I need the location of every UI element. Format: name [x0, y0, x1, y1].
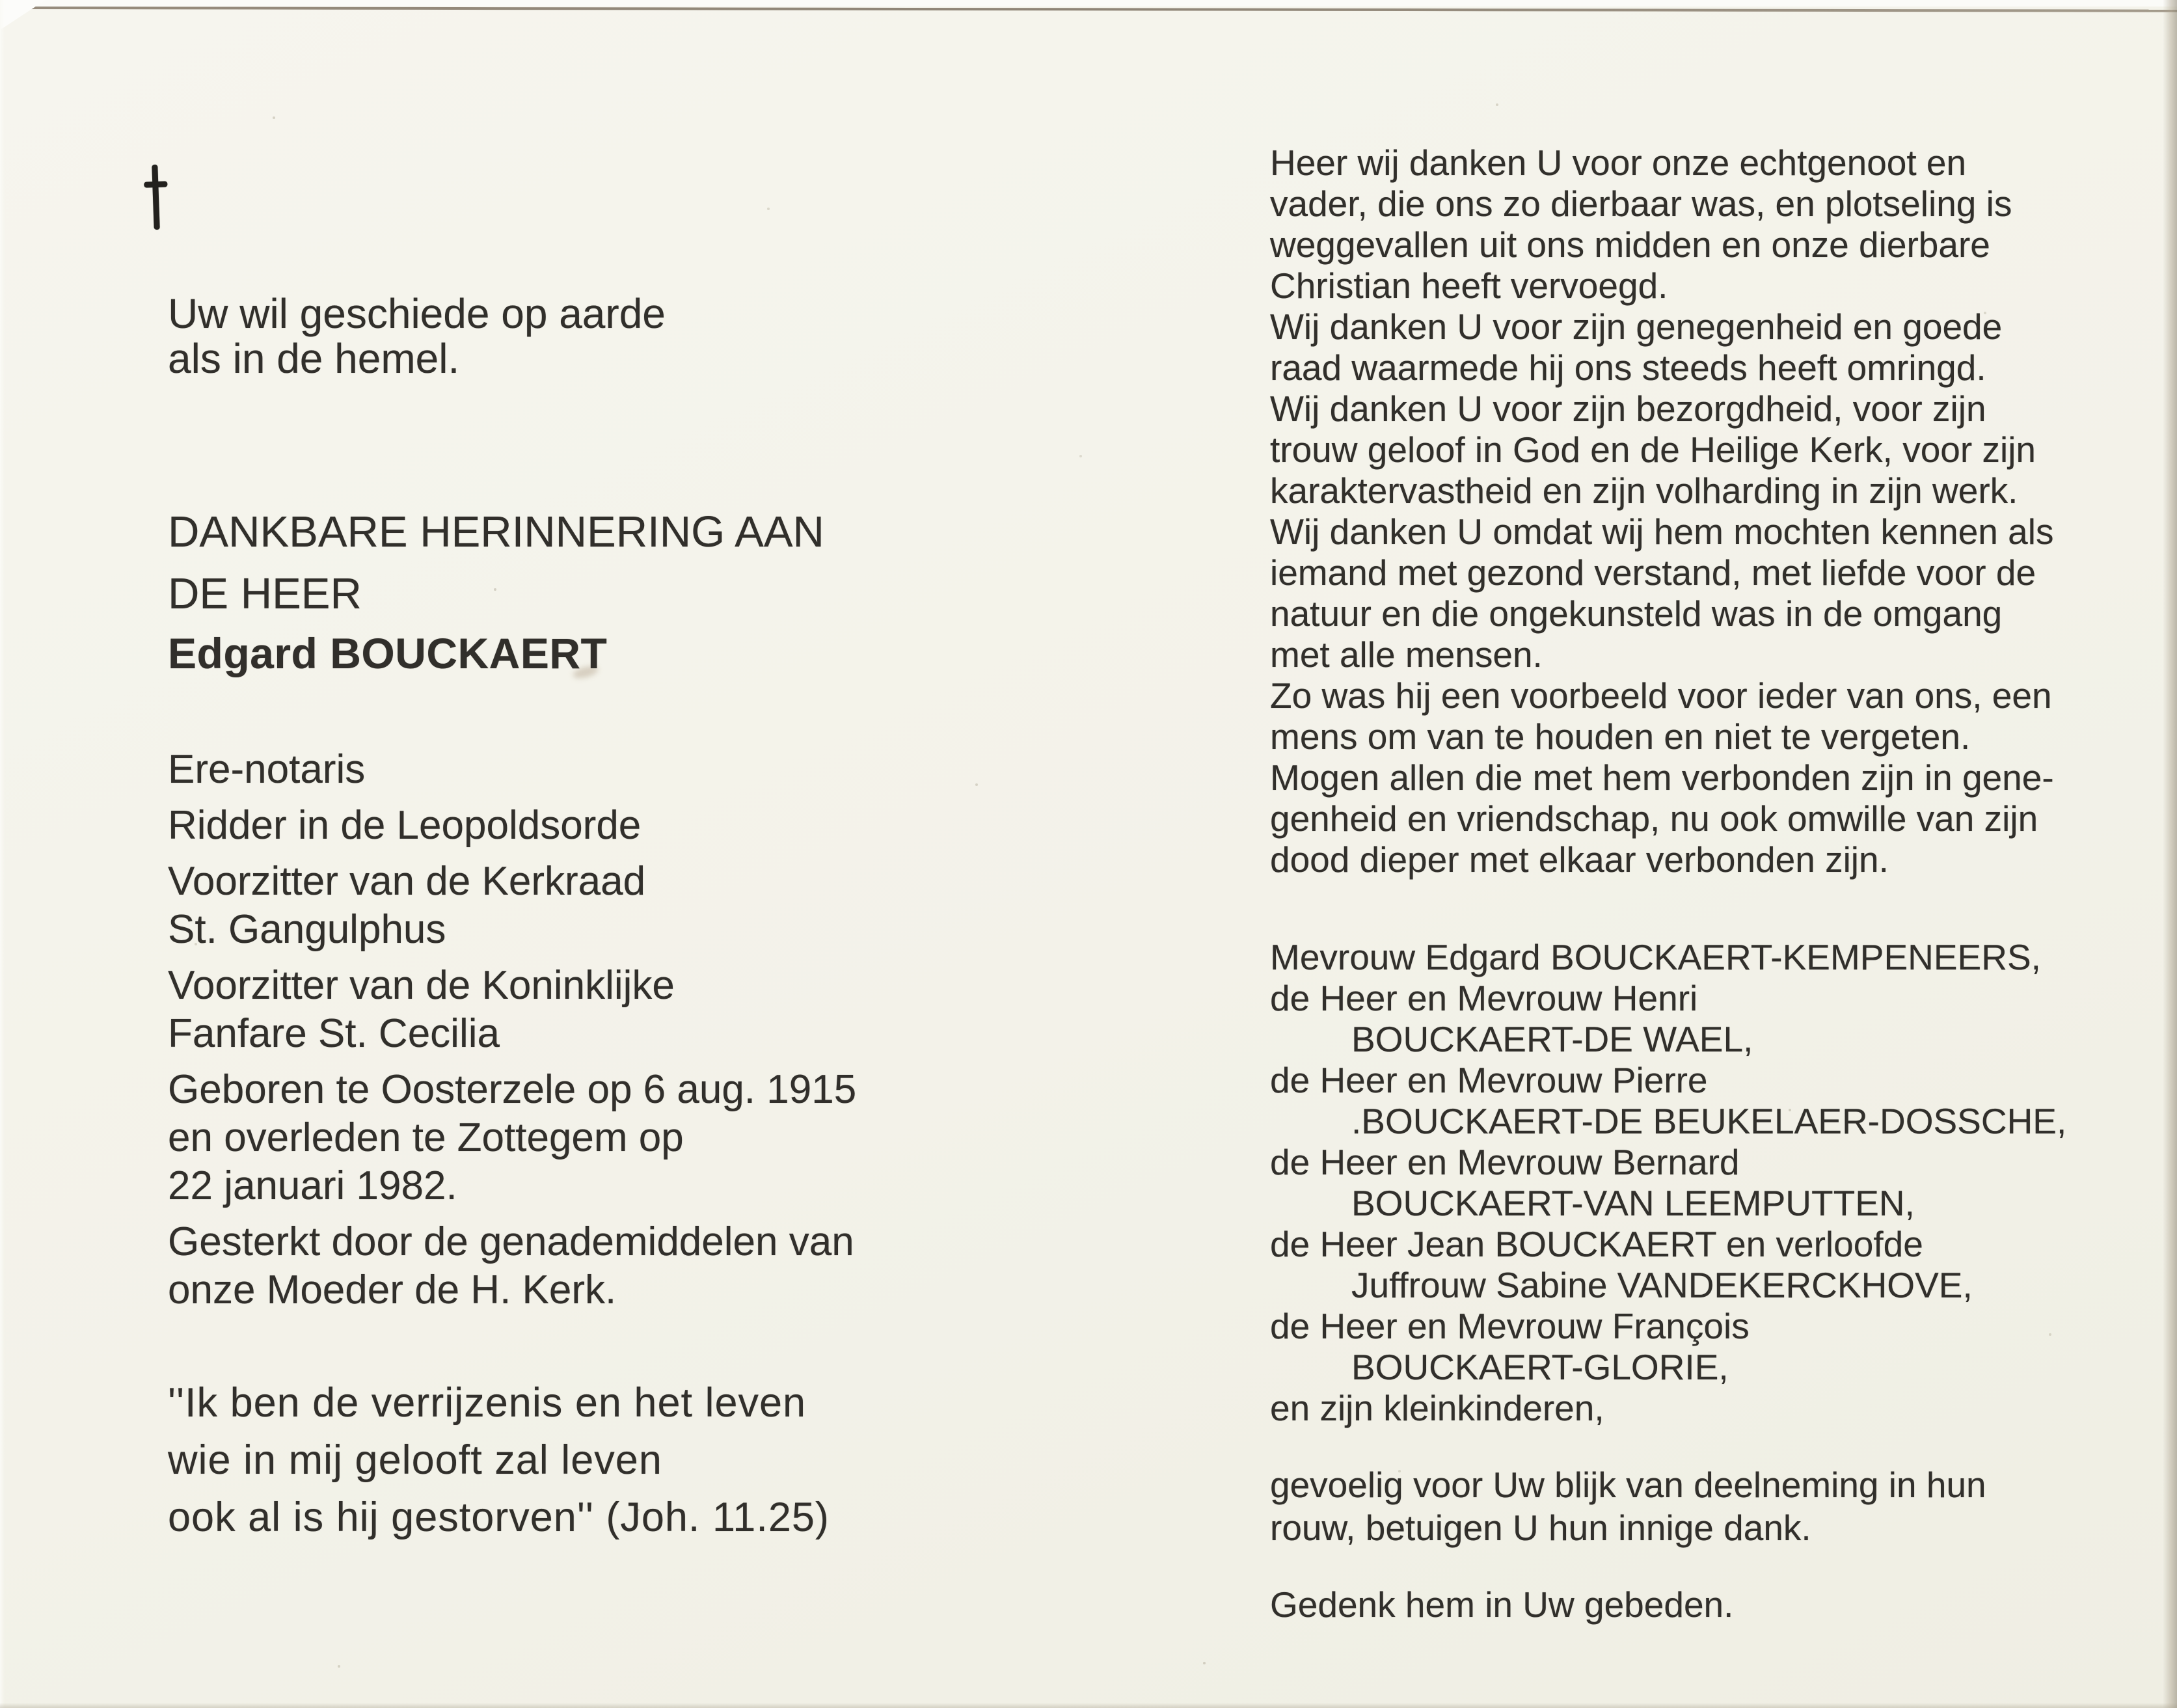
- deceased-name: Edgard BOUCKAERT: [168, 629, 608, 677]
- paragraph: [168, 802, 856, 850]
- paragraph: [168, 858, 856, 954]
- text-line: Wij danken U voor zijn genegenheid en goede: [1270, 306, 2003, 347]
- scan-corner-topleft: [0, 0, 46, 30]
- text-line: vader, die ons zo dierbaar was, en plotseling is: [1270, 183, 2012, 224]
- paragraph: [168, 962, 856, 1058]
- text-line: 22 januari 1982.: [168, 1163, 457, 1208]
- text-line: Mevrouw Edgard BOUCKAERT-KEMPENEERS,: [1270, 937, 2041, 977]
- text-line: raad waarmede hij ons steeds heeft omringd.: [1270, 347, 1986, 388]
- scan-edge-top: [0, 0, 2177, 7]
- text-line: met alle mensen.: [1270, 634, 1543, 675]
- text-line: Wij danken U omdat wij hem mochten kennen als: [1270, 511, 2054, 552]
- text-line: de Heer en Mevrouw Henri: [1270, 978, 1698, 1018]
- text-line: als in de hemel.: [168, 335, 460, 382]
- text-line: de Heer en Mevrouw François: [1270, 1306, 1750, 1346]
- text-line: weggevallen uit ons midden en onze dierbare: [1270, 224, 1990, 265]
- text-line: mens om van te houden en niet te vergeten.: [1270, 716, 1971, 757]
- text-line: Ere-notaris: [168, 747, 366, 792]
- text-line: rouw, betuigen U hun innige dank.: [1270, 1508, 1811, 1548]
- text-line: Juffrouw Sabine VANDEKERCKHOVE,: [1351, 1265, 1973, 1305]
- text-line: ''Ik ben de verrijzenis en het leven: [168, 1380, 807, 1426]
- paragraph: [168, 1066, 856, 1210]
- closing-line: Gedenk hem in Uw gebeden.: [1270, 1584, 1734, 1625]
- family-list: [1270, 937, 2066, 1429]
- latin-cross-icon: [143, 164, 169, 230]
- text-line: iemand met gezond verstand, met liefde voor de: [1270, 552, 2036, 593]
- paragraph: [168, 1218, 856, 1314]
- text-line: en zijn kleinkinderen,: [1270, 1388, 1604, 1428]
- text-line: Uw wil geschiede op aarde: [168, 290, 666, 337]
- text-line: Gesterkt door de genademiddelen van: [168, 1219, 854, 1264]
- text-line: .BOUCKAERT-DE BEUKELAER-DOSSCHE,: [1351, 1101, 2067, 1141]
- text-line: DANKBARE HERINNERING AAN: [168, 508, 824, 556]
- text-line: gevoelig voor Uw blijk van deelneming in hun: [1270, 1465, 1986, 1505]
- text-line: Voorzitter van de Koninklijke: [168, 963, 675, 1008]
- text-line: genheid en vriendschap, nu ook omwille van zijn: [1270, 798, 2038, 839]
- text-line: Wij danken U voor zijn bezorgdheid, voor zijn: [1270, 388, 1986, 429]
- text-line: karaktervastheid en zijn volharding in zijn werk.: [1270, 470, 2018, 511]
- text-line: onze Moeder de H. Kerk.: [168, 1267, 617, 1312]
- text-line: trouw geloof in God en de Heilige Kerk, voor zijn: [1270, 429, 2036, 470]
- text-line: natuur en die ongekunsteld was in de omgang: [1270, 593, 2003, 634]
- text-line: Zo was hij een voorbeeld voor ieder van ons, een: [1270, 675, 2052, 716]
- text-line: Fanfare St. Cecilia: [168, 1011, 500, 1056]
- text-line: ook al is hij gestorven'' (Joh. 11.25): [168, 1495, 830, 1540]
- text-line: Mogen allen die met hem verbonden zijn in gene-: [1270, 757, 2054, 798]
- text-line: wie in mij gelooft zal leven: [168, 1437, 662, 1483]
- scan-edge-right: [2163, 0, 2177, 1708]
- memorial-title: [168, 501, 824, 625]
- text-line: Heer wij danken U voor onze echtgenoot en: [1270, 142, 1967, 183]
- cross-vertical-bar: [152, 165, 159, 230]
- scan-edge-top-line: [0, 7, 2177, 12]
- text-line: BOUCKAERT-GLORIE,: [1351, 1347, 1729, 1387]
- text-line: de Heer en Mevrouw Bernard: [1270, 1142, 1740, 1182]
- text-line: DE HEER: [168, 569, 362, 618]
- intro-verse: [168, 291, 666, 381]
- paragraph: [168, 746, 856, 794]
- text-line: Voorzitter van de Kerkraad: [168, 859, 646, 904]
- text-line: BOUCKAERT-VAN LEEMPUTTEN,: [1351, 1183, 1915, 1223]
- text-line: Christian heeft vervoegd.: [1270, 265, 1668, 306]
- bible-quote: [168, 1374, 830, 1546]
- prayer-text: [1270, 142, 2054, 880]
- bio-details: [168, 746, 856, 1322]
- scan-edge-bottom: [0, 1703, 2177, 1708]
- text-line: de Heer en Mevrouw Pierre: [1270, 1060, 1708, 1100]
- scan-edge-left: [0, 0, 5, 1708]
- text-line: Ridder in de Leopoldsorde: [168, 803, 642, 848]
- thanks-text: [1270, 1463, 1986, 1549]
- text-line: Geboren te Oosterzele op 6 aug. 1915: [168, 1067, 857, 1112]
- cross-horizontal-bar: [144, 181, 167, 187]
- text-line: de Heer Jean BOUCKAERT en verloofde: [1270, 1224, 1923, 1264]
- paper-speckles: [0, 0, 1, 1]
- text-line: BOUCKAERT-DE WAEL,: [1351, 1019, 1753, 1059]
- text-line: en overleden te Zottegem op: [168, 1115, 684, 1160]
- text-line: St. Gangulphus: [168, 907, 446, 952]
- text-line: dood dieper met elkaar verbonden zijn.: [1270, 839, 1889, 880]
